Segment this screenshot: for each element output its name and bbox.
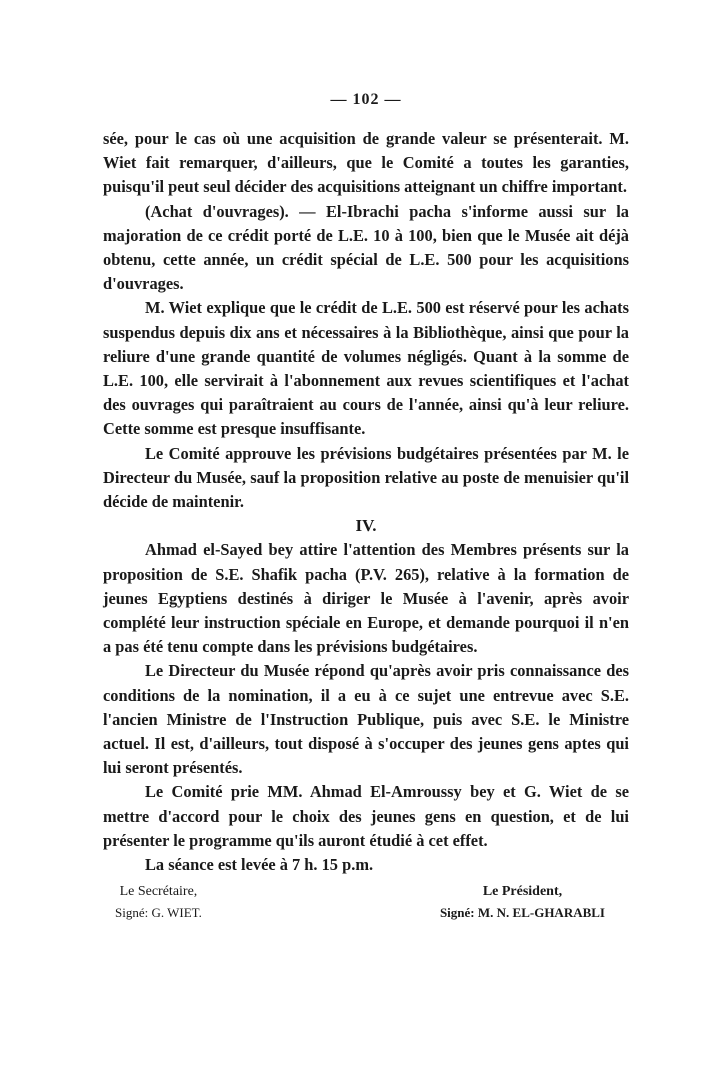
- paragraph-wiet-explique: M. Wiet explique que le crédit de L.E. 500 est réservé pour les achats suspendus depuis dix ans et nécessaires à la Bibliothèque, ainsi que pour la reliure d'une grande quantité de volumes négligés. Quant à la somme de L.E. 100, elle servirait à l'abonnement aux revues scientifiques et l'achat des ouvrages qui paraîtraient au cours de l'année, ainsi qu'à leur reliure. Cette somme est presque insuffisante.: [103, 298, 629, 439]
- paragraph-comite-prie: Le Comité prie MM. Ahmad El-Amroussy bey et G. Wiet de se mettre d'accord pour le choix des jeunes gens en question, et de lui présenter le programme qu'ils auront étudié à cet effet.: [103, 782, 629, 850]
- paragraph-directeur-repond: Le Directeur du Musée répond qu'après avoir pris connaissance des conditions de la nomination, il a eu à ce sujet une entrevue avec S.E. l'ancien Ministre de l'Instruction Publique, puis avec S.E. le Ministre actuel. Il est, d'ailleurs, tout disposé à s'occuper des jeunes gens aptes qui lui seront présentés.: [103, 661, 629, 778]
- paragraph-ahmad-el-sayed: Ahmad el-Sayed bey attire l'attention des Membres présents sur la proposition de S.E. Shafik pacha (P.V. 265), relative à la formation de jeunes Egyptiens destinés à diriger le Musée à l'avenir, après avoir complété leur instruction spéciale en Europe, et demande pourquoi il n'en a pas été tenu compte dans les prévisions budgétaires.: [103, 540, 629, 657]
- president-title: Le Président,: [482, 884, 563, 900]
- paragraph-achat-ouvrages: (Achat d'ouvrages). — El-Ibrachi pacha s'informe aussi sur la majoration de ce crédit porté de L.E. 10 à 100, bien que le Musée ait déjà obtenu, cette année, un crédit spécial de L.E. 500 pour les acquisitions d'ouvrages.: [103, 201, 629, 294]
- secretary-signed: Signé: G. WIET.: [115, 905, 202, 921]
- page-number: — 102 —: [330, 91, 402, 108]
- paragraph-seance-levee: La séance est levée à 7 h. 15 p.m.: [145, 855, 374, 875]
- secretary-title: Le Secrétaire,: [119, 884, 198, 900]
- secretary-signature: [103, 881, 202, 923]
- president-signature: [440, 881, 629, 923]
- paragraph-continuation: sée, pour le cas où une acquisition de grande valeur se présenterait. M. Wiet fait remarquer, d'ailleurs, que le Comité a toutes les garanties, puisqu'il peut seul décider des acquisitions atteignant un chiffre important.: [103, 129, 629, 197]
- president-signed: Signé: M. N. EL-GHARABLI: [439, 905, 605, 921]
- page-body: [103, 127, 629, 923]
- signature-block: [103, 881, 629, 923]
- paragraph-comite-approuve: Le Comité approuve les prévisions budgétaires présentées par M. le Directeur du Musée, sauf la proposition relative au poste de menuisier qu'il décide de maintenir.: [103, 443, 629, 512]
- section-heading: IV.: [355, 516, 377, 536]
